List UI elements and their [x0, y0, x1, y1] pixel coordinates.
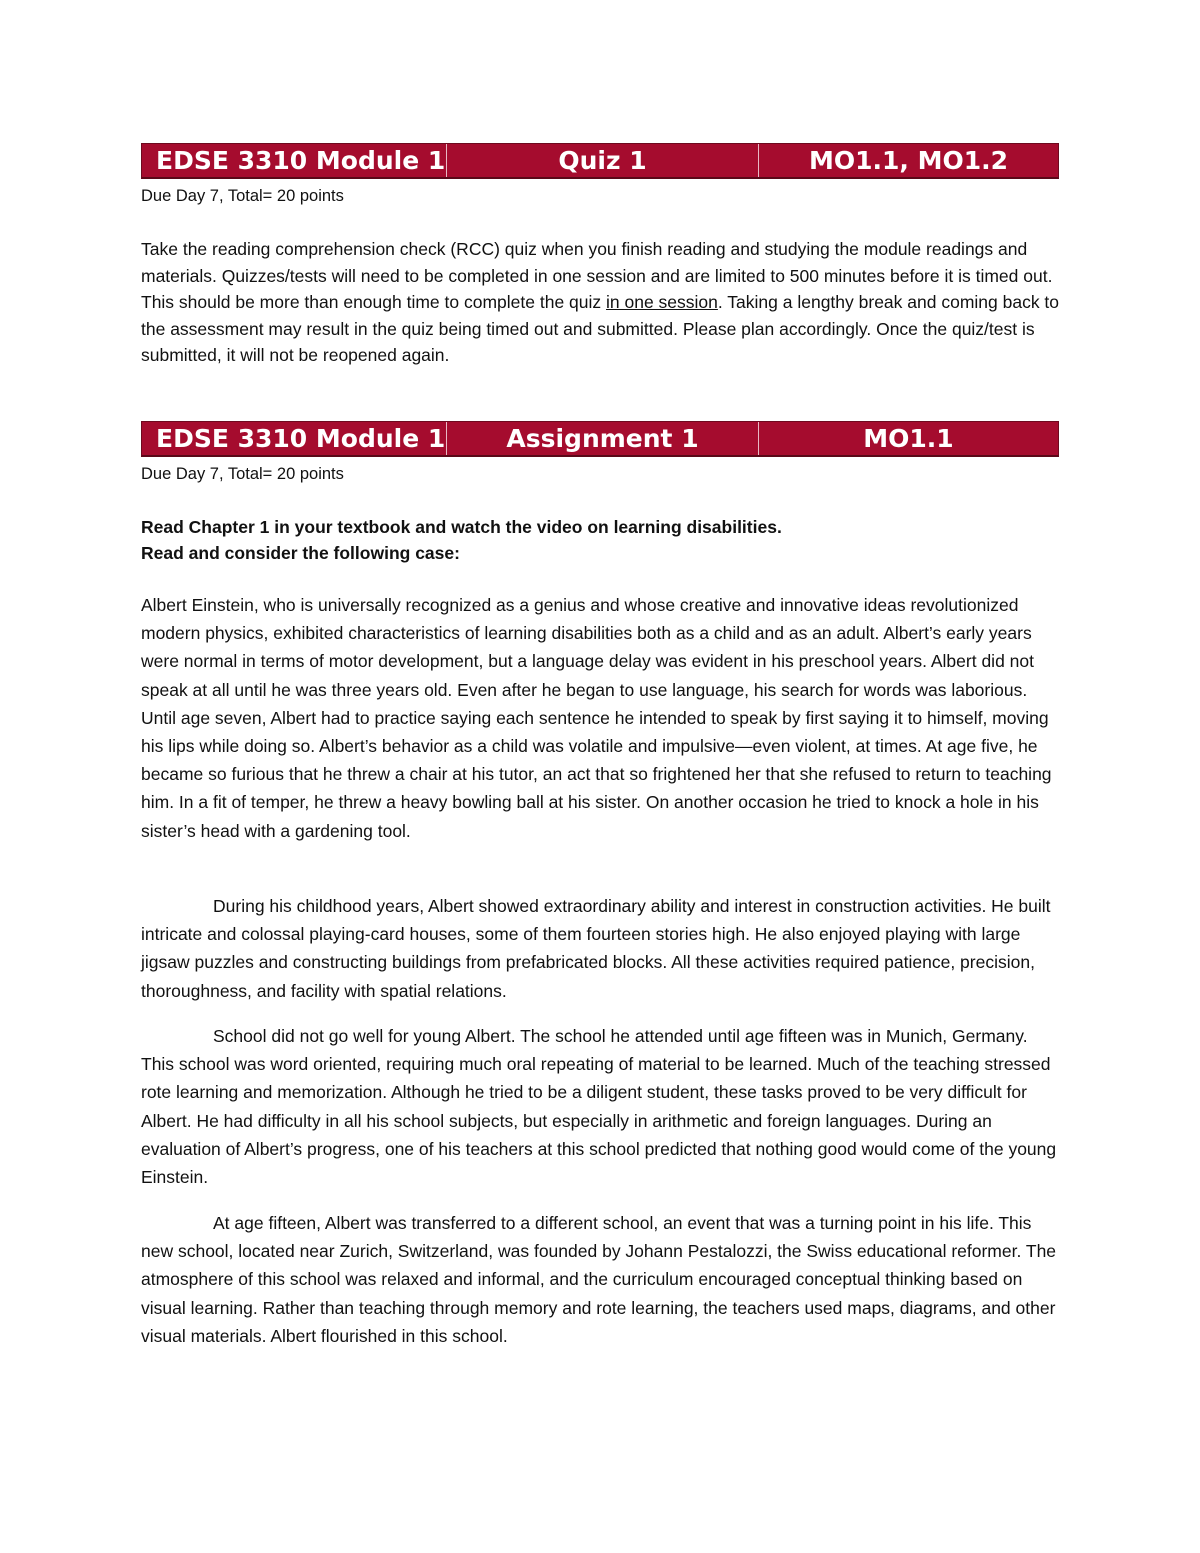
- quiz-header-item: Quiz 1: [447, 144, 759, 177]
- case-paragraph-2: During his childhood years, Albert showed extraordinary ability and interest in construction activities. He built intricate and colossal playing-card houses, some of them fourteen stories high. He also enjoyed playing with large jigsaw puzzles and constructing buildings from prefabricated blocks. All these activities required patience, precision, thoroughness, and facility with spatial relations.: [141, 896, 1051, 1001]
- quiz-due-line: Due Day 7, Total= 20 points: [141, 187, 344, 205]
- assignment-instruction-line2: Read and consider the following case:: [141, 543, 460, 563]
- assignment-header-objectives: MO1.1: [863, 424, 954, 453]
- case-paragraph-4: At age fifteen, Albert was transferred to a different school, an event that was a turning point in his life. This new school, located near Zurich, Switzerland, was founded by Johann Pestalozzi, the Swiss educational reformer. The atmosphere of this school was relaxed and informal, and the curriculum encouraged conceptual thinking based on visual learning. Rather than teaching through memory and rote learning, the teachers used maps, diagrams, and other visual materials. Albert flourished in this school.: [141, 1213, 1057, 1346]
- assignment-header-item: Assignment 1: [447, 422, 759, 455]
- assignment-header-bar: [141, 421, 1059, 457]
- quiz-instructions: [141, 236, 1061, 369]
- quiz-header-module: EDSE 3310 Module 1: [142, 144, 447, 177]
- assignment-header-module: EDSE 3310 Module 1: [142, 422, 447, 455]
- assignment-instruction-line1: Read Chapter 1 in your textbook and watch the video on learning disabilities.: [141, 517, 782, 537]
- assignment-due-line: Due Day 7, Total= 20 points: [141, 465, 344, 483]
- quiz-header-bar: [141, 143, 1059, 179]
- case-paragraph-1: Albert Einstein, who is universally recognized as a genius and whose creative and innovative ideas revolutionized modern physics, exhibited characteristics of learning disabilities both as a child and as an adult. Albert’s early years were normal in terms of motor development, but a language delay was evident in his preschool years. Albert did not speak at all until he was three years old. Even after he began to use language, his search for words was laborious. Until age seven, Albert had to practice saying each sentence he intended to speak by first saying it to himself, moving his lips while doing so. Albert’s behavior as a child was volatile and impulsive—even violent, at times. At age five, he became so furious that he threw a chair at his tutor, an act that so frightened her that she refused to return to teaching him. In a fit of temper, he threw a heavy bowling ball at his sister. On another occasion he tried to knock a hole in his sister’s head with a gardening tool.: [141, 595, 1052, 841]
- quiz-instructions-part1: Take the reading comprehension check (RCC) quiz when you finish reading and studying the module readings and materials. Quizzes/tests will need to be completed in one session and are limited to 500 minutes before it is timed out. This should be more than enough time to complete the quiz: [141, 239, 1053, 312]
- case-paragraph-3: School did not go well for young Albert. The school he attended until age fifteen was in Munich, Germany. This school was word oriented, requiring much oral repeating of material to be learned. Much of the teaching stressed rote learning and memorization. Although he tried to be a diligent student, these tasks proved to be very difficult for Albert. He had difficulty in all his school subjects, but especially in arithmetic and foreign languages. During an evaluation of Albert’s progress, one of his teachers at this school predicted that nothing good would come of the young Einstein.: [141, 1026, 1057, 1188]
- quiz-instructions-underlined: in one session: [606, 292, 718, 312]
- quiz-header-objectives: MO1.1, MO1.2: [808, 146, 1009, 175]
- quiz-instructions-part2: . Taking a lengthy break and coming back to the assessment may result in the quiz being timed out and submitted. Please plan accordingly. Once the quiz/test is submitted, it will not be reopened again.: [141, 292, 1060, 365]
